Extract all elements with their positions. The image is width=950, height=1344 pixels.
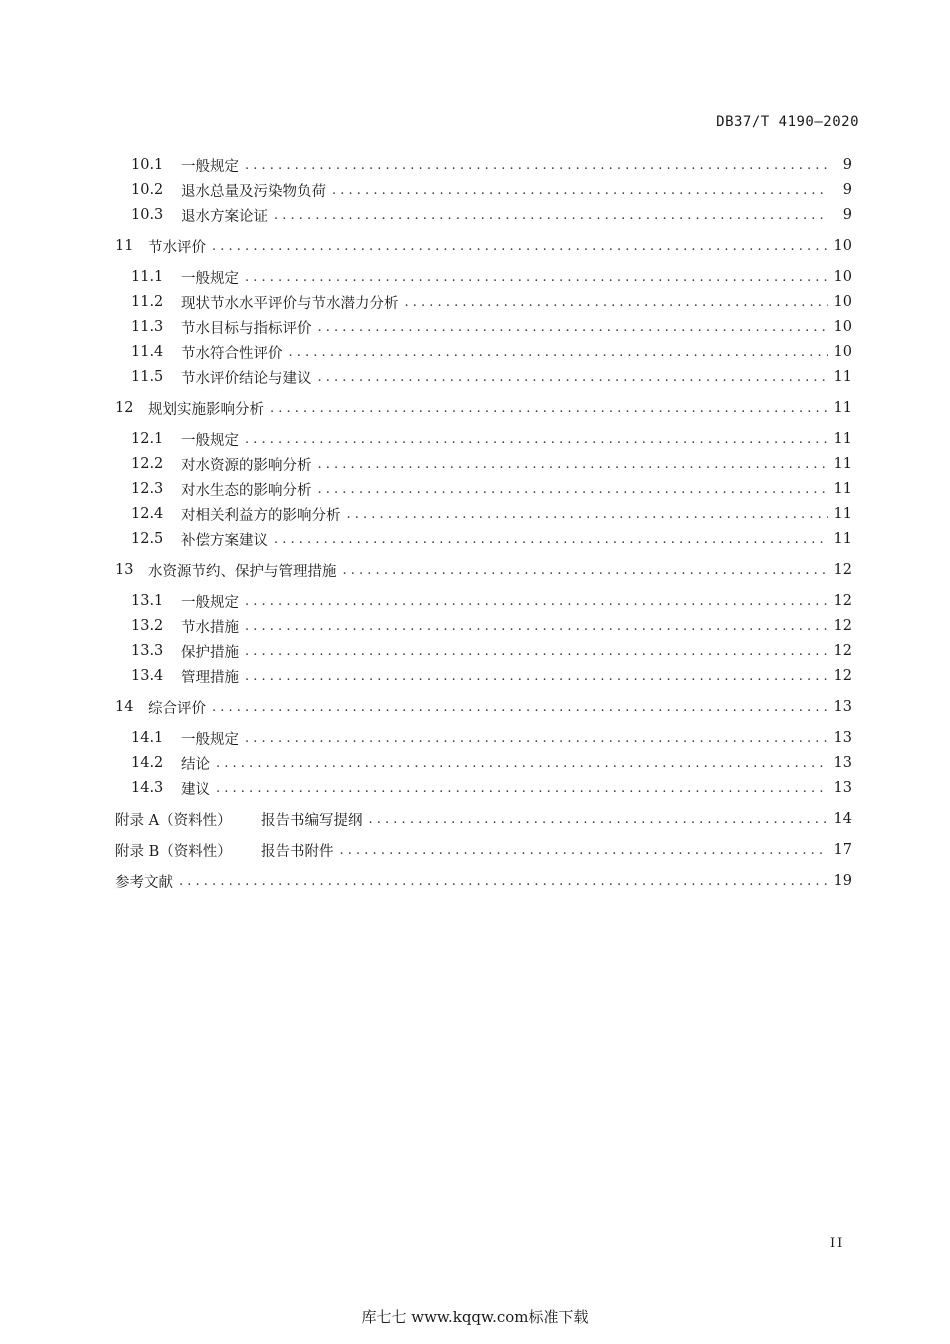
- toc-entry-title: 报告书编写提纲: [261, 812, 363, 829]
- toc-entry-page: 14: [833, 811, 852, 827]
- toc-entry-number: 12.3: [131, 481, 164, 497]
- toc-entry-title: 现状节水水平评价与节水潜力分析: [181, 295, 399, 312]
- toc-entry-number: 12.1: [131, 431, 164, 447]
- toc-entry-number: 12.4: [131, 506, 164, 522]
- toc-entry[interactable]: [115, 559, 852, 581]
- toc-dot-leader: [212, 700, 828, 715]
- toc-entry-title: 退水方案论证: [181, 208, 268, 225]
- toc-entry-number: 11.5: [131, 369, 164, 385]
- toc-dot-leader: [343, 563, 828, 578]
- toc-entry-title: 结论: [181, 756, 210, 773]
- toc-entry-title: 一般规定: [181, 731, 239, 748]
- toc-entry-page: 10: [833, 238, 852, 254]
- toc-entry-number: 13: [115, 562, 134, 578]
- toc-entry-title: 节水评价结论与建议: [181, 370, 312, 387]
- toc-dot-leader: [289, 345, 828, 360]
- toc-entry[interactable]: [115, 839, 852, 861]
- toc-dot-leader: [245, 432, 828, 447]
- toc-entry[interactable]: [131, 615, 852, 637]
- toc-entry-title: 综合评价: [148, 700, 206, 717]
- document-code: DB37/T 4190—2020: [716, 114, 859, 130]
- toc-entry-page: 13: [833, 780, 852, 796]
- toc-entry-number: 12.2: [131, 456, 164, 472]
- toc-dot-leader: [216, 781, 828, 796]
- toc-entry-number: 11.2: [131, 294, 164, 310]
- toc-entry-page: 10: [833, 269, 852, 285]
- toc-entry[interactable]: [131, 478, 852, 500]
- toc-entry[interactable]: [131, 266, 852, 288]
- toc-entry[interactable]: [115, 696, 852, 718]
- toc-entry-page: 17: [833, 842, 852, 858]
- toc-entry-page: 11: [833, 481, 852, 497]
- toc-entry-page: 11: [833, 400, 852, 416]
- toc-entry-page: 10: [833, 319, 852, 335]
- toc-entry-title: 节水符合性评价: [181, 345, 283, 362]
- toc-entry[interactable]: [115, 870, 852, 892]
- toc-entry[interactable]: [115, 235, 852, 257]
- toc-entry-title: 保护措施: [181, 644, 239, 661]
- toc-entry-title: 一般规定: [181, 594, 239, 611]
- toc-entry-number: 14: [115, 699, 134, 715]
- toc-entry-page: 13: [833, 755, 852, 771]
- toc-dot-leader: [318, 457, 828, 472]
- toc-dot-leader: [245, 731, 828, 746]
- toc-entry-number: 11.1: [131, 269, 164, 285]
- toc-dot-leader: [245, 270, 828, 285]
- toc-dot-leader: [245, 594, 828, 609]
- toc-entry-number: 14.2: [131, 755, 164, 771]
- toc-entry-number: 12: [115, 400, 134, 416]
- toc-entry-page: 12: [833, 643, 852, 659]
- toc-entry-title: 对水生态的影响分析: [181, 482, 312, 499]
- toc-dot-leader: [270, 401, 828, 416]
- toc-entry-page: 11: [833, 369, 852, 385]
- toc-entry[interactable]: [131, 341, 852, 363]
- toc-entry[interactable]: [131, 204, 852, 226]
- toc-entry-page: 12: [833, 593, 852, 609]
- toc-entry-title: 节水措施: [181, 619, 239, 636]
- toc-dot-leader: [216, 756, 828, 771]
- toc-entry-page: 11: [833, 456, 852, 472]
- toc-dot-leader: [245, 644, 828, 659]
- toc-entry-title: 节水评价: [148, 239, 206, 256]
- toc-entry-number: 11.3: [131, 319, 164, 335]
- toc-dot-leader: [274, 532, 828, 547]
- toc-entry[interactable]: [115, 397, 852, 419]
- toc-entry[interactable]: [131, 179, 852, 201]
- toc-entry-number: 12.5: [131, 531, 164, 547]
- toc-entry-page: 12: [833, 668, 852, 684]
- toc-entry-title: 建议: [181, 781, 210, 798]
- toc-dot-leader: [179, 874, 828, 889]
- toc-entry-number: 11: [115, 238, 134, 254]
- toc-entry-page: 9: [842, 157, 852, 173]
- toc-dot-leader: [318, 320, 828, 335]
- toc-entry-page: 19: [833, 873, 852, 889]
- toc-entry-page: 13: [833, 730, 852, 746]
- toc-entry[interactable]: [115, 808, 852, 830]
- toc-dot-leader: [274, 208, 828, 223]
- toc-entry[interactable]: [131, 453, 852, 475]
- toc-entry[interactable]: [131, 727, 852, 749]
- toc-dot-leader: [318, 482, 828, 497]
- toc-entry-number: 14.1: [131, 730, 164, 746]
- toc-dot-leader: [245, 619, 828, 634]
- toc-entry-page: 13: [833, 699, 852, 715]
- toc-entry-title: 管理措施: [181, 669, 239, 686]
- toc-entry[interactable]: [131, 640, 852, 662]
- page-number: II: [830, 1236, 845, 1251]
- toc-entry-title: 补偿方案建议: [181, 532, 268, 549]
- toc-entry[interactable]: [131, 503, 852, 525]
- toc-entry-page: 9: [842, 182, 852, 198]
- toc-dot-leader: [318, 370, 828, 385]
- toc-entry-number: 10.2: [131, 182, 164, 198]
- toc-dot-leader: [245, 669, 828, 684]
- toc-entry[interactable]: [131, 291, 852, 313]
- toc-entry-page: 9: [842, 207, 852, 223]
- toc-entry[interactable]: [131, 154, 852, 176]
- toc-entry-number: 14.3: [131, 780, 164, 796]
- toc-entry[interactable]: [131, 590, 852, 612]
- toc-entry-number: 13.1: [131, 593, 164, 609]
- toc-entry-number: 13.4: [131, 668, 164, 684]
- toc-entry[interactable]: [131, 428, 852, 450]
- toc-entry-title: 对水资源的影响分析: [181, 457, 312, 474]
- toc-entry-number: 11.4: [131, 344, 164, 360]
- toc-entry[interactable]: [131, 528, 852, 550]
- toc-entry-page: 12: [833, 562, 852, 578]
- toc-entry-number: 附录 B（资料性）: [115, 843, 232, 860]
- toc-entry-title: 对相关利益方的影响分析: [181, 507, 341, 524]
- toc-entry[interactable]: [131, 366, 852, 388]
- toc-entry-page: 11: [833, 431, 852, 447]
- toc-entry-page: 11: [833, 506, 852, 522]
- toc-dot-leader: [347, 507, 828, 522]
- toc-dot-leader: [405, 295, 828, 310]
- watermark-text: 库七七 www.kqqw.com标准下载: [361, 1308, 589, 1326]
- toc-entry-title: 规划实施影响分析: [148, 401, 264, 418]
- toc-entry-number: 10.3: [131, 207, 164, 223]
- toc-entry-title: 节水目标与指标评价: [181, 320, 312, 337]
- toc-entry[interactable]: [131, 777, 852, 799]
- toc-dot-leader: [332, 183, 828, 198]
- toc-entry-title: 水资源节约、保护与管理措施: [148, 563, 337, 580]
- toc-entry-page: 10: [833, 344, 852, 360]
- toc-entry[interactable]: [131, 752, 852, 774]
- toc-entry-page: 10: [833, 294, 852, 310]
- toc-dot-leader: [245, 158, 828, 173]
- toc-entry-number: 13.2: [131, 618, 164, 634]
- toc-dot-leader: [212, 239, 828, 254]
- toc-entry-title: 一般规定: [181, 432, 239, 449]
- toc-entry-number: 附录 A（资料性）: [115, 812, 232, 829]
- toc-entry[interactable]: [131, 316, 852, 338]
- toc-dot-leader: [369, 812, 828, 827]
- toc-entry-title: 参考文献: [115, 874, 173, 891]
- toc-entry-title: 退水总量及污染物负荷: [181, 183, 326, 200]
- toc-entry-page: 12: [833, 618, 852, 634]
- toc-entry-title: 报告书附件: [261, 843, 334, 860]
- toc-entry-page: 11: [833, 531, 852, 547]
- toc-entry-number: 10.1: [131, 157, 164, 173]
- toc-dot-leader: [340, 843, 828, 858]
- toc-entry[interactable]: [131, 665, 852, 687]
- toc-entry-title: 一般规定: [181, 270, 239, 287]
- toc-entry-number: 13.3: [131, 643, 164, 659]
- toc-entry-title: 一般规定: [181, 158, 239, 175]
